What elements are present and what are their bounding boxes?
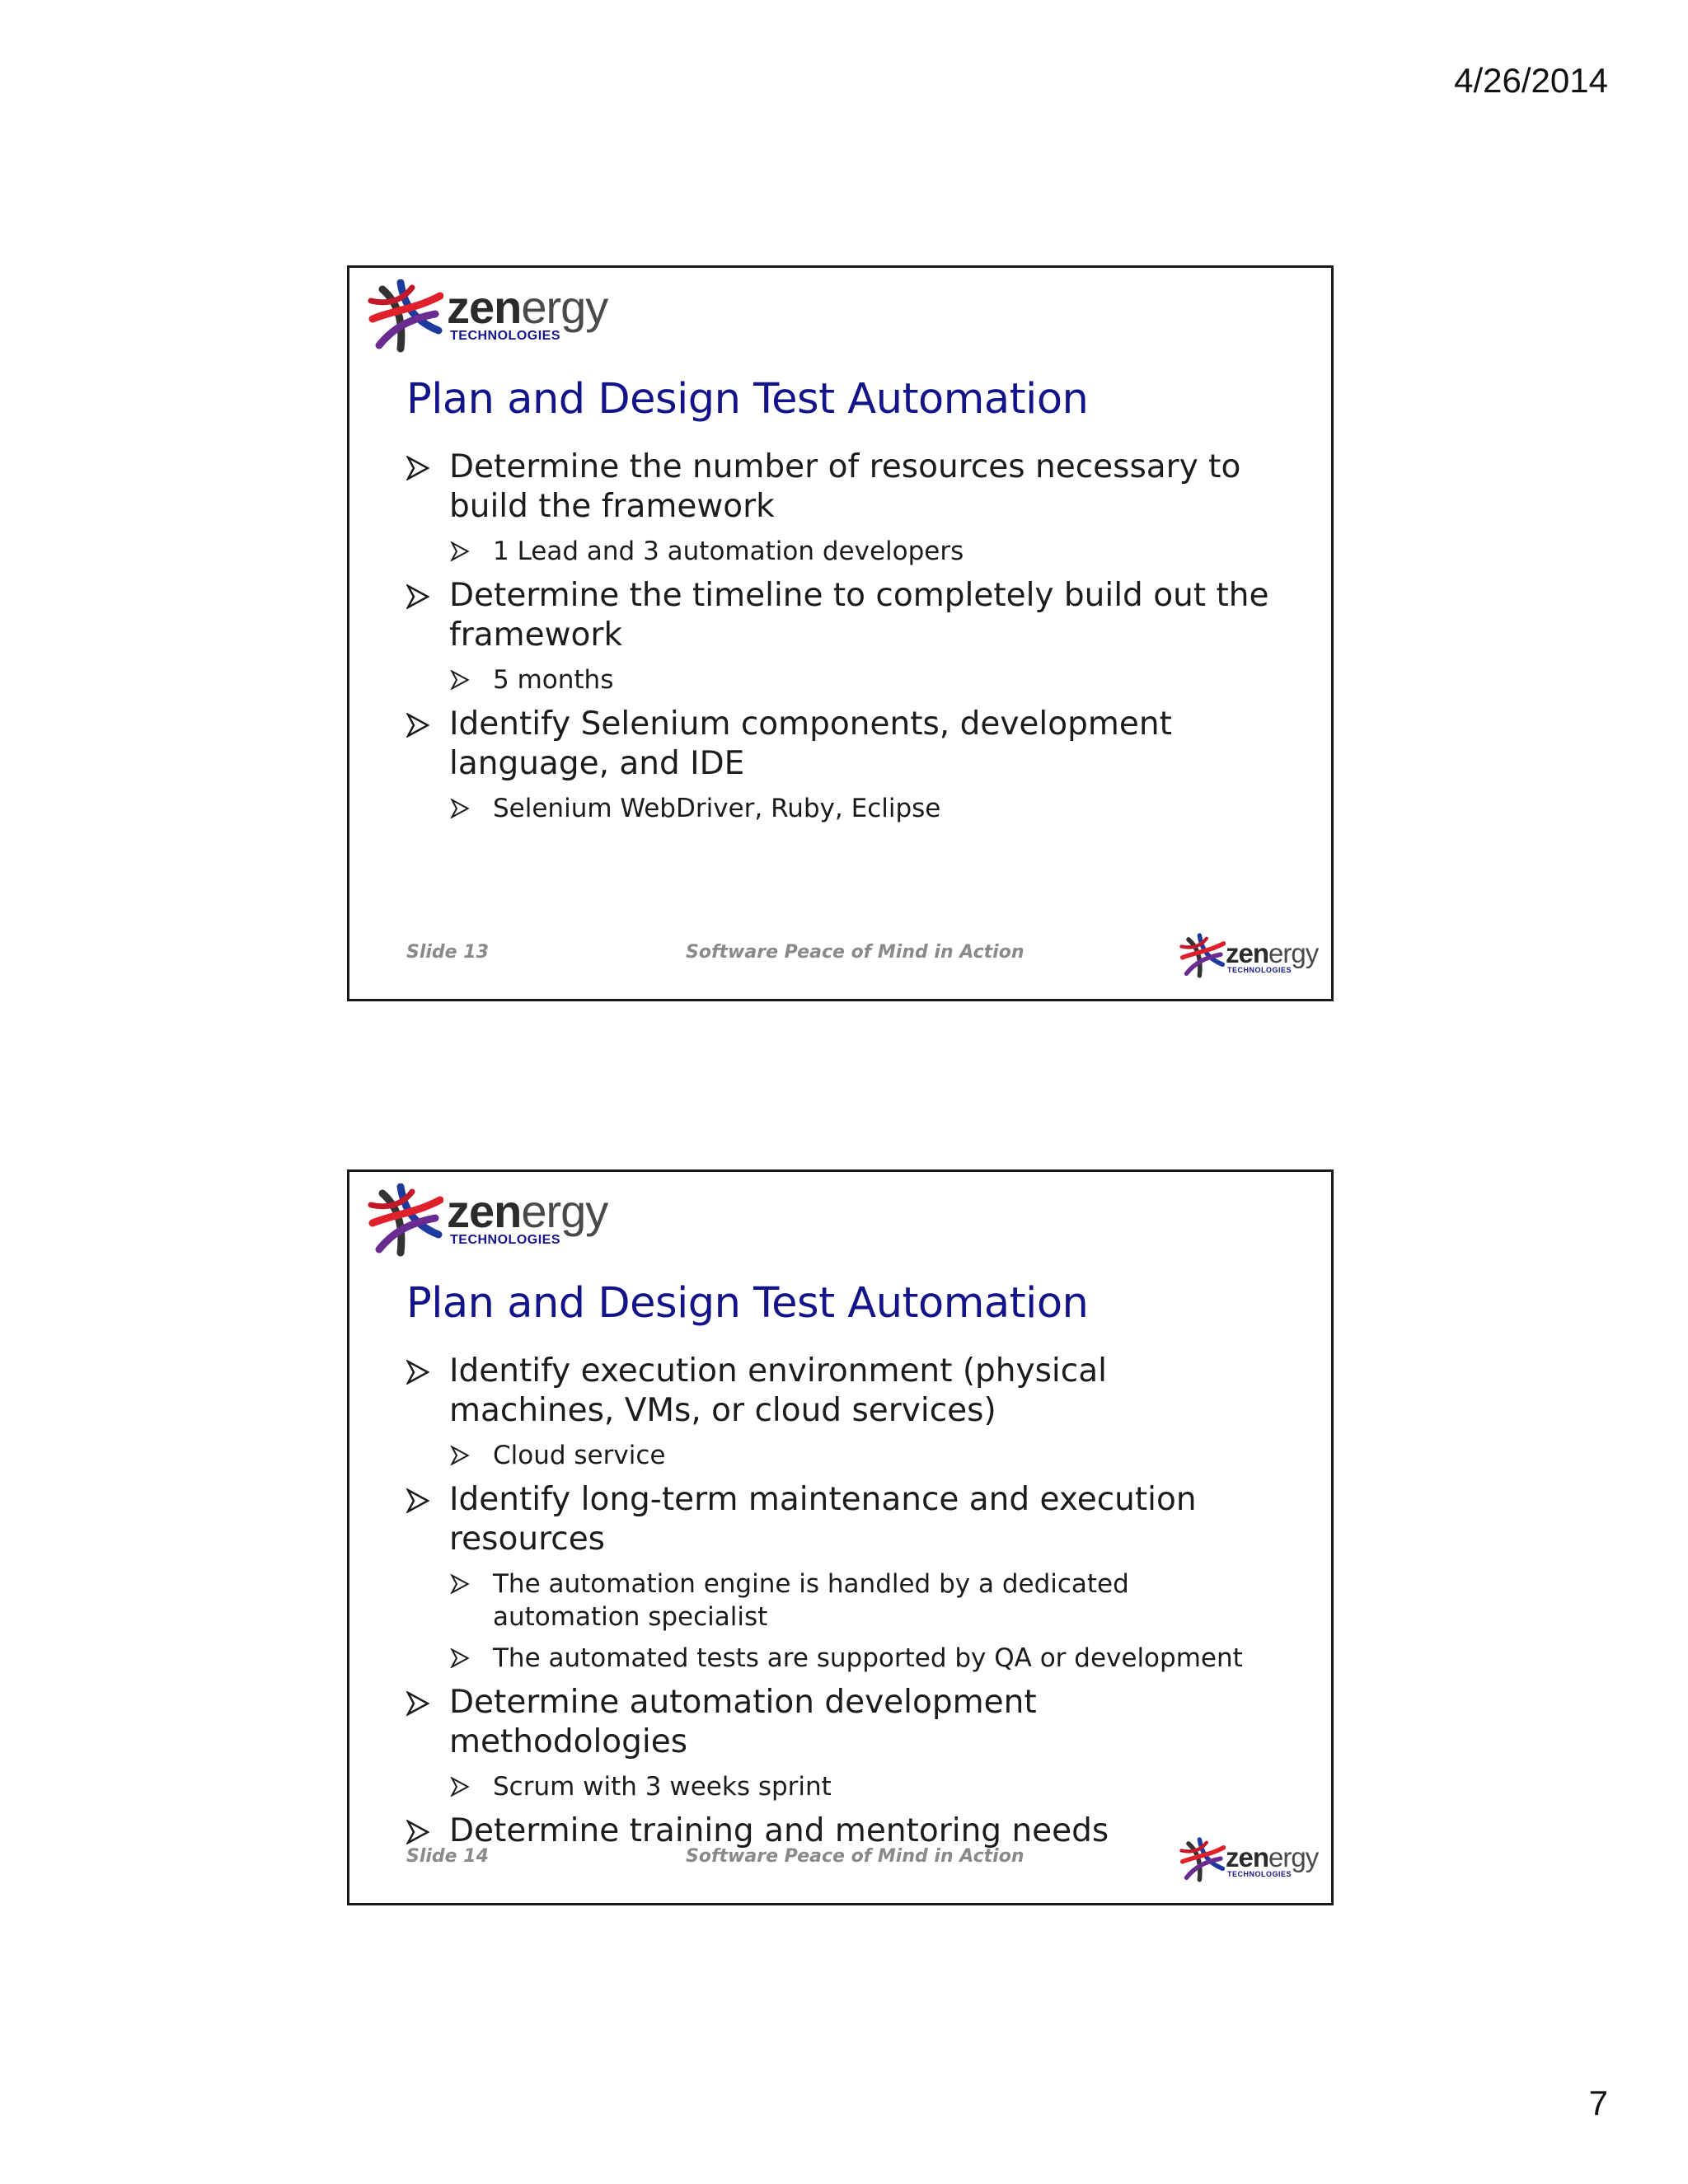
sub-bullet-text: 5 months	[493, 665, 614, 695]
slide-bullets	[406, 448, 1280, 833]
logo-subtitle: TECHNOLOGIES	[450, 1233, 561, 1247]
footer-tagline: Software Peace of Mind in Action	[686, 942, 1025, 963]
arrow-bullet-icon	[450, 1648, 470, 1668]
slide-title: Plan and Design Test Automation	[406, 1279, 1089, 1328]
bullet-text: Identify long-term maintenance and execution resources	[449, 1481, 1197, 1558]
zenergy-mark-icon	[1179, 933, 1226, 979]
page-number: 7	[1588, 2083, 1608, 2122]
arrow-bullet-icon	[450, 670, 470, 690]
bullet-text: Determine automation development methodologies	[449, 1684, 1037, 1760]
sub-bullet-item	[406, 663, 1280, 696]
sub-bullet-text: 1 Lead and 3 automation developers	[493, 537, 964, 566]
zenergy-mark-icon	[1179, 1837, 1226, 1883]
sub-bullet-text: Cloud service	[493, 1441, 666, 1470]
sub-bullet-item	[406, 792, 1280, 825]
bullet-text: Determine the number of resources necessary to build the framework	[449, 448, 1241, 525]
logo-subtitle: TECHNOLOGIES	[1227, 966, 1292, 974]
slide-14	[347, 1169, 1334, 1905]
arrow-bullet-icon	[450, 1446, 470, 1465]
arrow-bullet-icon	[406, 1820, 429, 1844]
bullet-text: Identify Selenium components, development language, and IDE	[449, 705, 1172, 782]
arrow-bullet-icon	[406, 456, 429, 480]
zenergy-mark-icon	[368, 1183, 443, 1258]
slide-number: Slide 14	[406, 1846, 489, 1867]
logo-subtitle: TECHNOLOGIES	[1227, 1870, 1292, 1878]
arrow-bullet-icon	[406, 584, 429, 609]
bullet-item	[406, 448, 1280, 527]
sub-bullet-text: Scrum with 3 weeks sprint	[493, 1772, 832, 1802]
arrow-bullet-icon	[450, 541, 470, 561]
bullet-item	[406, 576, 1280, 655]
bullet-item	[406, 705, 1280, 784]
sub-bullet-text: Selenium WebDriver, Ruby, Eclipse	[493, 794, 941, 823]
bullet-text: Identify execution environment (physical machines, VMs, or cloud services)	[449, 1352, 1107, 1429]
arrow-bullet-icon	[406, 713, 429, 738]
footer-logo	[1179, 1837, 1325, 1886]
arrow-bullet-icon	[450, 1574, 470, 1594]
zenergy-mark-icon	[368, 279, 443, 354]
slide-title: Plan and Design Test Automation	[406, 375, 1089, 424]
logo-wordmark: zenergy	[447, 281, 608, 333]
sub-bullet-item	[406, 1770, 1280, 1803]
bullet-item	[406, 1352, 1280, 1431]
page-date: 4/26/2014	[1454, 61, 1608, 100]
bullet-item	[406, 1480, 1280, 1559]
arrow-bullet-icon	[450, 799, 470, 818]
arrow-bullet-icon	[406, 1488, 429, 1513]
arrow-bullet-icon	[406, 1360, 429, 1385]
bullet-item	[406, 1683, 1280, 1762]
logo-wordmark: zenergy	[1226, 1842, 1319, 1872]
bullet-item	[406, 1811, 1280, 1851]
logo-wordmark: zenergy	[1226, 938, 1319, 968]
arrow-bullet-icon	[406, 1691, 429, 1716]
sub-bullet-item	[406, 1642, 1280, 1675]
slide-13	[347, 265, 1334, 1001]
sub-bullet-text: The automation engine is handled by a dedicated automation specialist	[493, 1569, 1129, 1632]
sub-bullet-item	[406, 1439, 1280, 1472]
sub-bullet-item	[406, 1568, 1280, 1633]
bullet-text: Determine training and mentoring needs	[449, 1812, 1109, 1849]
zenergy-logo	[368, 279, 607, 354]
logo-wordmark: zenergy	[447, 1185, 608, 1237]
sub-bullet-text: The automated tests are supported by QA or development	[493, 1643, 1243, 1673]
zenergy-logo	[368, 1183, 607, 1258]
slide-bullets	[406, 1352, 1280, 1859]
footer-logo	[1179, 933, 1325, 982]
logo-subtitle: TECHNOLOGIES	[450, 329, 561, 343]
slide-number: Slide 13	[406, 942, 489, 963]
bullet-text: Determine the timeline to completely build out the framework	[449, 577, 1269, 654]
footer-tagline: Software Peace of Mind in Action	[686, 1846, 1025, 1867]
sub-bullet-item	[406, 535, 1280, 568]
arrow-bullet-icon	[450, 1777, 470, 1797]
